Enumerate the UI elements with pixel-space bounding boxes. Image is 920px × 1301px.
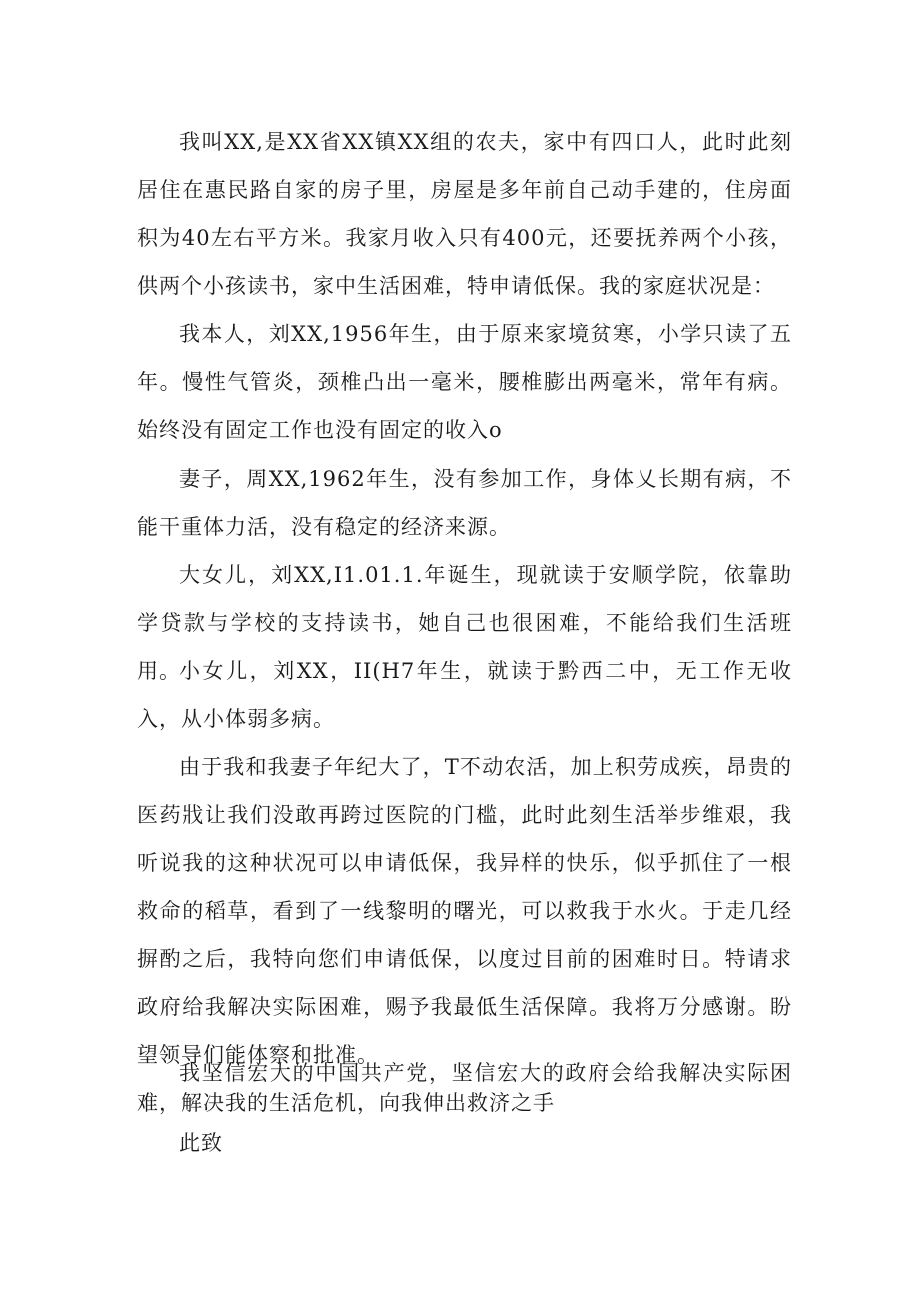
paragraph-self: 我本人，刘XX,1956年生，由于原来家境贫寒，小学只读了五年。慢性气管炎，颈椎凸出一毫米，腰椎膨出两毫米，常年有病。始终没有固定工作也没有固定的收入o <box>137 322 792 442</box>
paragraph-household-situation: 我叫XX,是XX省XX镇XX组的农夫，家中有四口人，此时此刻居住在惠民路自家的房子里，房屋是多年前自己动手建的，住房面积为40左右平方米。我家月收入只有400元，还要抚养两个小孩，供两个小孩读书，家中生活困难，特申请低保。我的家庭状况是： <box>137 130 792 298</box>
paragraph-younger-daughter: 小女儿，刘XX，II(H7年生，就读于黔西二中，无工作无收入，从小体弱多病。 <box>137 659 792 731</box>
paragraph-request: 由于我和我妻子年纪大了，T不动农活，加上积劳成疾，昂贵的医药戕让我们没敢再跨过医院的门槛，此时此刻生活举步维艰，我听说我的这种状况可以申请低保，我异样的快乐，似乎抓住了一根救命的稻草，看到了一线黎明的曙光，可以救我于水火。于走几经摒酌之后，我特向您们申请低保，以度过目前的困难时日。特请求政府给我解决实际困难，赐予我最低生活保障。我将万分感谢。盼望领导们能体察和批准。 <box>137 755 792 1067</box>
paragraph-belief: 我坚信宏大的中国共产党，坚信宏大的政府会给我解决实际困难，解决我的生活危机，向我伸出救济之手 <box>137 1061 792 1115</box>
paragraph-wife: 妻子，周XX,1962年生，没有参加工作，身体乂长期有病，不能干重体力活，没有稳定的经济来源。 <box>137 467 792 539</box>
paragraph-elder-daughter: 大女儿，刘XX,I1.01.1.年诞生，现就读于安顺学院，依靠助学贷款与学校的支持读书，她自己也很困难，不能给我们生活班用。 <box>137 563 792 683</box>
closing-salutation: 此致 <box>179 1131 223 1155</box>
